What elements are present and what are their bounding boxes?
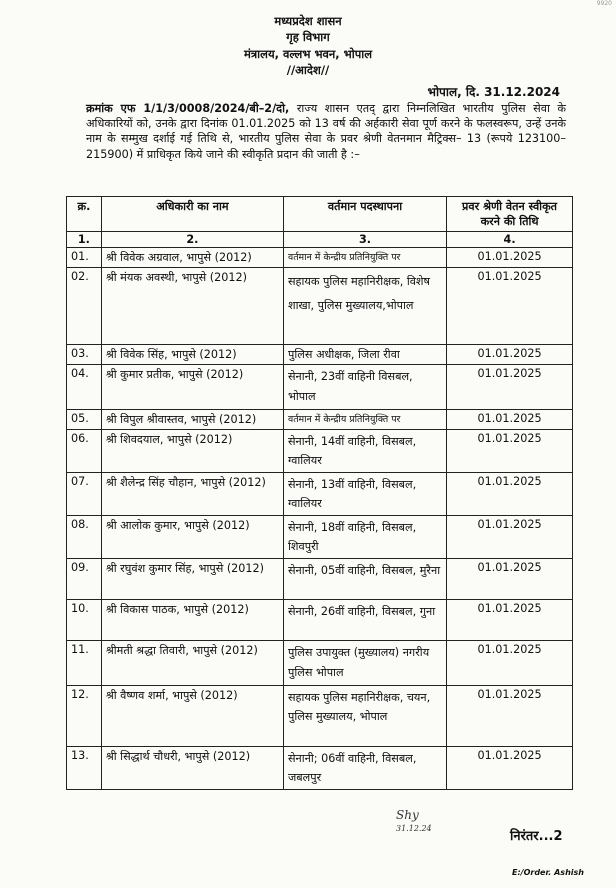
officer-name-cell: श्रीमती श्रद्धा तिवारी, भापुसे (2012) [101,641,283,686]
signature-date: 31.12.24 [396,824,432,833]
order-date: भोपाल, दि. 31.12.2024 [427,85,560,99]
header-department: गृह विभाग [286,30,330,44]
col-header-officer-name: अधिकारी का नाम [101,197,283,232]
table-row [67,268,573,345]
posting-cell: सेनानी, 14वीं वाहिनी, विसबल, ग्वालियर [283,430,446,473]
posting-cell: सेनानी, 26वीं वाहिनी, विसबल, गुना [283,600,446,641]
officer-name-cell: श्री विवेक अग्रवाल, भापुसे (2012) [101,248,283,268]
serial-cell: 13. [67,747,102,790]
date-cell: 01.01.2025 [447,516,573,559]
serial-cell: 12. [67,686,102,747]
posting-cell: पुलिस उपायुक्त (मुख्यालय) नगरीय पुलिस भोपाल [283,641,446,686]
officer-name-cell: श्री कुमार प्रतीक, भापुसे (2012) [101,365,283,410]
table-header-row [67,197,573,232]
officer-name-cell: श्री विवेक सिंह, भापुसे (2012) [101,345,283,365]
serial-cell: 01. [67,248,102,268]
col-header-current-posting: वर्तमान पदस्थापना [283,197,446,232]
serial-cell: 10. [67,600,102,641]
table-row [67,345,573,365]
continued-label: निरंतर...2 [510,829,563,844]
officer-name-cell: श्री रघुवंश कुमार सिंह, भापुसे (2012) [101,559,283,600]
serial-cell: 11. [67,641,102,686]
officer-name-cell: श्री शैलेन्द्र सिंह चौहान, भापुसे (2012) [101,473,283,516]
date-cell: 01.01.2025 [447,248,573,268]
serial-cell: 02. [67,268,102,345]
table-row [67,248,573,268]
column-number: 1. [67,232,102,248]
order-paragraph [86,101,566,162]
column-number: 3. [283,232,446,248]
officer-name-cell: श्री विकास पाठक, भापुसे (2012) [101,600,283,641]
posting-cell: सहायक पुलिस महानिरीक्षक, विशेष शाखा, पुलिस मुख्यालय,भोपाल [283,268,446,345]
date-cell: 01.01.2025 [447,641,573,686]
header-order: //आदेश// [286,63,330,77]
table-row [67,410,573,430]
posting-cell: पुलिस अधीक्षक, जिला रीवा [283,345,446,365]
serial-cell: 03. [67,345,102,365]
table-row [67,473,573,516]
date-cell: 01.01.2025 [447,747,573,790]
table-row [67,365,573,410]
posting-cell: वर्तमान में केन्द्रीय प्रतिनियुक्ति पर [283,248,446,268]
col-header-serial: क्र. [67,197,102,232]
date-cell: 01.01.2025 [447,430,573,473]
officer-name-cell: श्री विपुल श्रीवास्तव, भापुसे (2012) [101,410,283,430]
posting-cell: सेनानी; 06वीं वाहिनी, विसबल, जबलपुर [283,747,446,790]
signature: Shy [396,808,419,822]
serial-cell: 08. [67,516,102,559]
serial-cell: 09. [67,559,102,600]
serial-cell: 05. [67,410,102,430]
order-number: क्रमांक एफ 1/1/3/0008/2024/बी–2/दो, [86,102,290,115]
table-row [67,641,573,686]
table-row [67,686,573,747]
table-row [67,516,573,559]
date-cell: 01.01.2025 [447,268,573,345]
date-cell: 01.01.2025 [447,410,573,430]
serial-cell: 06. [67,430,102,473]
corner-marking: 9920 [596,0,612,7]
column-number: 4. [447,232,573,248]
header-government: मध्यप्रदेश शासन [274,14,342,28]
table-row [67,747,573,790]
posting-cell: सेनानी, 13वीं वाहिनी, विसबल, ग्वालियर [283,473,446,516]
posting-cell: सेनानी, 23वीं वाहिनी विसबल, भोपाल [283,365,446,410]
column-number-row [67,232,573,248]
table-row [67,430,573,473]
header-office: मंत्रालय, वल्लभ भवन, भोपाल [243,47,373,61]
date-cell: 01.01.2025 [447,686,573,747]
officers-table [66,196,573,790]
order-body: राज्य शासन एतद् द्वारा निम्नलिखित भारतीय पुलिस सेवा के अधिकारियों को, उनके द्वारा दिनांक 01.01.2025 को 13 वर्ष की अर्हकारी सेवा पूर्ण करने के फलस्वरूप, उन्हें उनके नाम के सम्मुख दर्शाई गई तिथि से, भारतीय पुलिस सेवा के प्रवर श्रेणी वेतनमान मैट्रिक्स– 13 (रूपये 123100–215900) में प्राधिकृत किये जाने की स्वीकृति प्रदान की जाती है :– [86,102,566,161]
officer-name-cell: श्री मंयक अवस्थी, भापुसे (2012) [101,268,283,345]
officer-name-cell: श्री आलोक कुमार, भापुसे (2012) [101,516,283,559]
posting-cell: सहायक पुलिस महानिरीक्षक, चयन, पुलिस मुख्यालय, भोपाल [283,686,446,747]
officer-name-cell: श्री सिद्धार्थ चौधरी, भापुसे (2012) [101,747,283,790]
posting-cell: सेनानी, 05वीं वाहिनी, विसबल, मुरैना [283,559,446,600]
footer-note: E:/Order. Ashish [512,868,584,877]
date-cell: 01.01.2025 [447,473,573,516]
table-row [67,600,573,641]
officer-name-cell: श्री शिवदयाल, भापुसे (2012) [101,430,283,473]
column-number: 2. [101,232,283,248]
posting-cell: वर्तमान में केन्द्रीय प्रतिनियुक्ति पर [283,410,446,430]
col-header-approval-date: प्रवर श्रेणी वेतन स्वीकृत करने की तिथि [447,197,573,232]
date-cell: 01.01.2025 [447,365,573,410]
officer-name-cell: श्री वैष्णव शर्मा, भापुसे (2012) [101,686,283,747]
table-row [67,559,573,600]
posting-cell: सेनानी, 18वीं वाहिनी, विसबल, शिवपुरी [283,516,446,559]
serial-cell: 04. [67,365,102,410]
serial-cell: 07. [67,473,102,516]
date-cell: 01.01.2025 [447,345,573,365]
date-cell: 01.01.2025 [447,559,573,600]
date-cell: 01.01.2025 [447,600,573,641]
